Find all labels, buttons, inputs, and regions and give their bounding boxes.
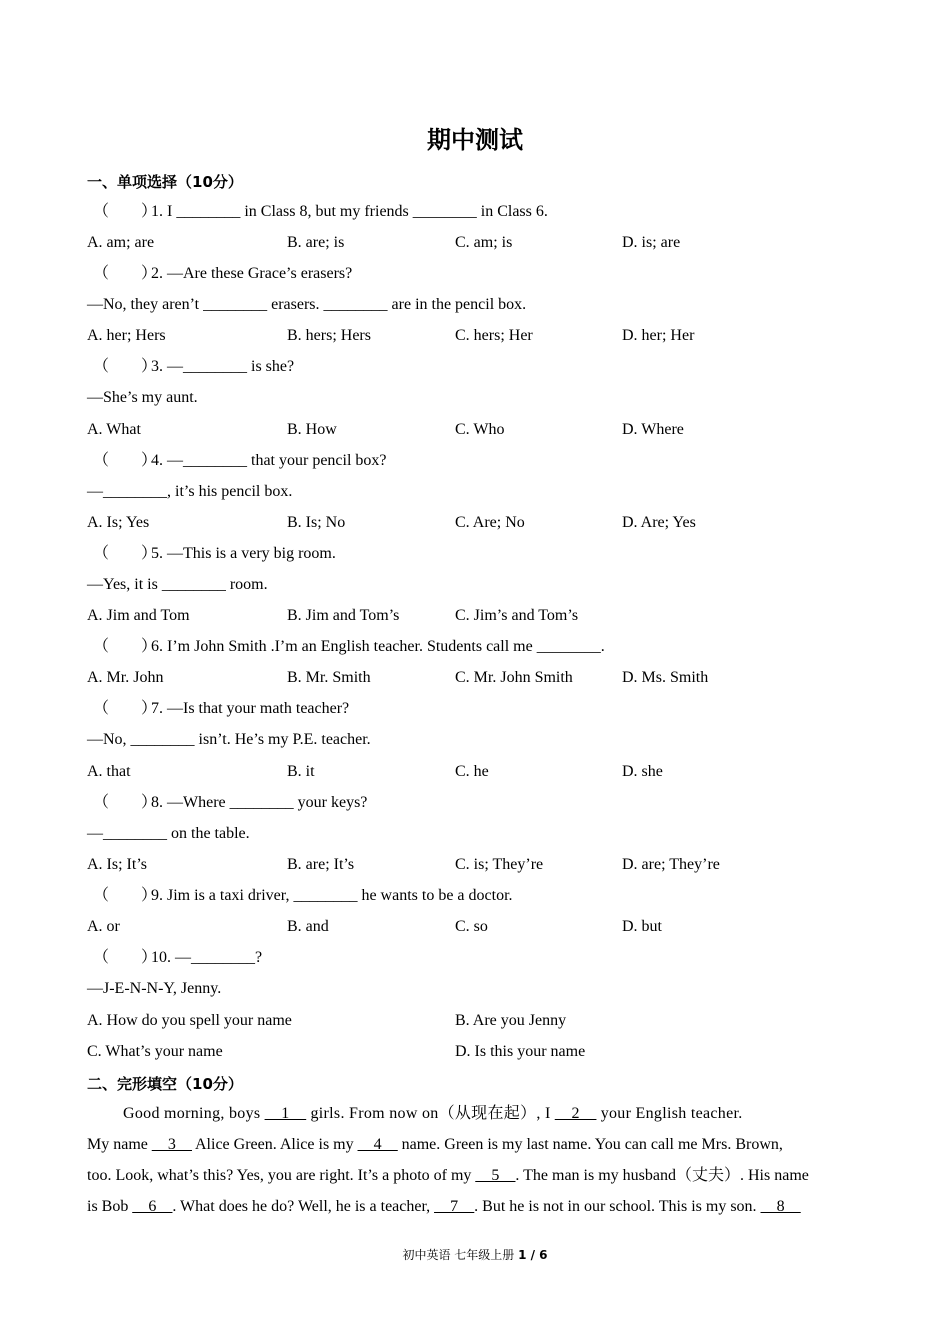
question-8 <box>93 793 367 813</box>
cloze-line-2 <box>87 1135 783 1155</box>
page-title: 期中测试 <box>427 126 523 154</box>
cloze-text: girls. From now on（从现在起）, I <box>306 1105 555 1122</box>
option-c: C. so <box>455 918 488 935</box>
question-stem: 3. —________ is she? <box>151 358 295 375</box>
cloze-blank-6: __6__ <box>132 1198 173 1215</box>
question-stem: 2. —Are these Grace’s erasers? <box>151 265 353 282</box>
question-3 <box>93 357 294 377</box>
option-a: A. How do you spell your name <box>87 1012 292 1029</box>
question-9 <box>93 886 513 906</box>
option-c: C. is; They’re <box>455 856 544 873</box>
cloze-text: . But he is not in our school. This is my son. <box>474 1198 761 1215</box>
question-stem: 8. —Where ________ your keys? <box>151 794 368 811</box>
page-footer <box>0 1246 950 1263</box>
option-d: D. Where <box>622 421 684 438</box>
option-d: D. she <box>622 763 663 780</box>
cloze-blank-4: __4__ <box>357 1136 398 1153</box>
option-c: C. hers; Her <box>455 327 533 344</box>
section-heading-multiple-choice: 一、单项选择（10分） <box>87 173 243 191</box>
option-b: B. it <box>287 763 315 780</box>
question-reply: —She’s my aunt. <box>87 389 198 406</box>
answer-bracket: （ ） <box>93 949 158 966</box>
option-a: A. her; Hers <box>87 327 166 344</box>
option-c: C. Jim’s and Tom’s <box>455 607 579 624</box>
option-a: A. Jim and Tom <box>87 607 190 624</box>
question-reply: —J-E-N-N-Y, Jenny. <box>87 980 222 997</box>
question-reply: —________, it’s his pencil box. <box>87 483 293 500</box>
answer-bracket: （ ） <box>93 794 158 811</box>
option-b: B. Mr. Smith <box>287 669 371 686</box>
option-b: B. are; It’s <box>287 856 355 873</box>
option-c: C. Who <box>455 421 505 438</box>
answer-bracket: （ ） <box>93 452 158 469</box>
option-c: C. am; is <box>455 234 513 251</box>
option-c: C. What’s your name <box>87 1043 223 1060</box>
cloze-blank-3: __3__ <box>151 1136 192 1153</box>
option-b: B. hers; Hers <box>287 327 371 344</box>
answer-bracket: （ ） <box>93 265 158 282</box>
question-reply: —________ on the table. <box>87 825 250 842</box>
cloze-text: Alice Green. Alice is my <box>191 1136 358 1153</box>
cloze-blank-2: __2__ <box>554 1105 597 1122</box>
option-a: A. Is; Yes <box>87 514 150 531</box>
cloze-text: too. Look, what’s this? Yes, you are right. It’s a photo of my <box>87 1167 476 1184</box>
answer-bracket: （ ） <box>93 358 158 375</box>
answer-bracket: （ ） <box>93 545 158 562</box>
cloze-text: . The man is my husband（丈夫）. His name <box>515 1167 809 1184</box>
question-4 <box>93 451 387 471</box>
cloze-text: name. Green is my last name. You can call me Mrs. Brown, <box>397 1136 783 1153</box>
question-reply: —Yes, it is ________ room. <box>87 576 268 593</box>
cloze-text: is Bob <box>87 1198 133 1215</box>
question-stem: 4. —________ that your pencil box? <box>151 452 387 469</box>
cloze-text: My name <box>87 1136 152 1153</box>
cloze-blank-7: __7__ <box>434 1198 475 1215</box>
option-a: A. What <box>87 421 141 438</box>
footer-course: 初中英语 七年级上册 <box>402 1248 519 1262</box>
option-b: B. are; is <box>287 234 345 251</box>
cloze-text: Good morning, boys <box>123 1105 265 1122</box>
option-b: B. Jim and Tom’s <box>287 607 400 624</box>
option-d: D. Ms. Smith <box>622 669 709 686</box>
question-stem: 5. —This is a very big room. <box>151 545 336 562</box>
option-a: A. or <box>87 918 120 935</box>
option-a: A. Is; It’s <box>87 856 147 873</box>
question-stem: 6. I’m John Smith .I’m an English teacher. Students call me ________. <box>151 638 605 655</box>
option-d: D. are; They’re <box>622 856 720 873</box>
answer-bracket: （ ） <box>93 700 158 717</box>
question-1 <box>93 202 548 222</box>
cloze-line-3 <box>87 1166 809 1186</box>
answer-bracket: （ ） <box>93 887 158 904</box>
option-b: B. Are you Jenny <box>455 1012 567 1029</box>
question-5 <box>93 544 336 564</box>
option-d: D. her; Her <box>622 327 695 344</box>
question-10 <box>93 948 262 968</box>
answer-bracket: （ ） <box>93 638 158 655</box>
option-a: A. Mr. John <box>87 669 164 686</box>
cloze-blank-1: __1__ <box>264 1105 307 1122</box>
option-c: C. he <box>455 763 489 780</box>
option-b: B. and <box>287 918 329 935</box>
option-d: D. but <box>622 918 662 935</box>
option-b: B. Is; No <box>287 514 346 531</box>
cloze-text: . What does he do? Well, he is a teacher, <box>172 1198 435 1215</box>
cloze-blank-5: __5__ <box>475 1167 516 1184</box>
option-a: A. that <box>87 763 131 780</box>
option-d: D. Is this your name <box>455 1043 586 1060</box>
option-d: D. is; are <box>622 234 681 251</box>
option-b: B. How <box>287 421 337 438</box>
question-stem: 9. Jim is a taxi driver, ________ he wants to be a doctor. <box>151 887 513 904</box>
cloze-blank-8: __8__ <box>760 1198 801 1215</box>
question-stem: 10. —________? <box>151 949 263 966</box>
option-d: D. Are; Yes <box>622 514 696 531</box>
cloze-text: your English teacher. <box>596 1105 743 1122</box>
question-6 <box>93 637 605 657</box>
cloze-line-4 <box>87 1197 801 1217</box>
cloze-line-1 <box>123 1104 743 1124</box>
question-stem: 7. —Is that your math teacher? <box>151 700 350 717</box>
question-reply: —No, they aren’t ________ erasers. ________ are in the pencil box. <box>87 296 527 313</box>
question-stem: 1. I ________ in Class 8, but my friends ________ in Class 6. <box>151 203 548 220</box>
option-c: C. Mr. John Smith <box>455 669 573 686</box>
question-2 <box>93 264 352 284</box>
question-7 <box>93 699 349 719</box>
answer-bracket: （ ） <box>93 203 158 220</box>
option-c: C. Are; No <box>455 514 525 531</box>
section-heading-cloze: 二、完形填空（10分） <box>87 1075 243 1093</box>
page-number: 1 / 6 <box>518 1248 548 1262</box>
option-a: A. am; are <box>87 234 155 251</box>
question-reply: —No, ________ isn’t. He’s my P.E. teacher. <box>87 731 371 748</box>
